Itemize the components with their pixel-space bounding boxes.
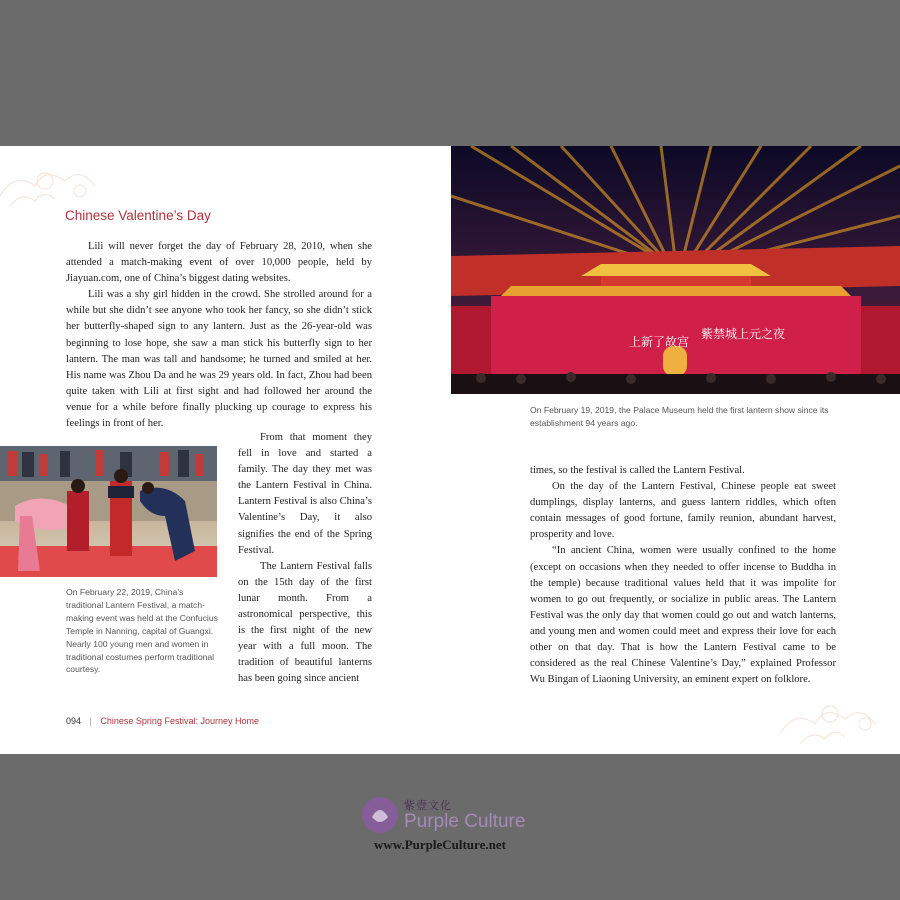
body-paragraph: times, so the festival is called the Lantern Festival. (530, 465, 745, 476)
palace-lantern-illustration (451, 146, 900, 394)
body-paragraph: “In ancient China, women were usually confined to the home (except on occasions when they needed to offer incense to Buddha in the temple) because traditional values held that it was impolite for women to go out frequently, or socialize in public areas. The Lantern Festival was the only day that women could go out and watch lanterns, and young men and women could meet and express their love for each other on that day. That is how the Lantern Festival came to be considered as the real Chinese Valentine’s Day,” explained Professor Wu Bingan of Liaoning University, an eminent expert on folklore. (530, 545, 836, 686)
body-column-narrow (238, 430, 372, 688)
body-column-left (66, 239, 372, 432)
watermark-brand: Purple Culture (404, 811, 526, 832)
body-paragraph: The Lantern Festival falls on the 15th day of the first lunar month. From a astronomical perspective, this is the first night of the new year with a full moon. The tradition of beautiful lanterns has been going since ancient (238, 560, 372, 685)
matchmaking-event-photo (0, 446, 217, 577)
page-number: 094 (66, 716, 82, 726)
body-column-right (530, 463, 836, 688)
page-footer (66, 716, 259, 726)
body-paragraph: Lili was a shy girl hidden in the crowd. She strolled around for a while but she didn’t see anyone who took her fancy, so she didn’t stick her butterfly-shaped sign to any lantern. Just as the 26-year-old was beginning to lose hope, she saw a man stick his butterfly sign to her lantern. The man was tall and handsome; he turned and smiled at her. His name was Zhou Da and he was 29 years old. In fact, Zhou had been quite taken with Lili at first sight and had followed her around the venue for a while before finally plucking up courage to express his feelings in front of her. (66, 289, 372, 430)
purple-culture-logo-icon (360, 795, 400, 837)
section-heading: Chinese Valentine’s Day (65, 208, 211, 223)
watermark (360, 795, 550, 865)
photo-caption-left: On February 22, 2019, China’s traditional Lantern Festival, a match-making event was held at the Confucius Temple in Nanning, capital of Guangxi. Nearly 100 young men and women in traditional costumes perform traditional courtesy. (66, 587, 218, 675)
photo-caption-right: On February 19, 2019, the Palace Museum held the first lantern show since its establishment 94 years ago. (530, 405, 829, 428)
palace-museum-lantern-photo (451, 146, 900, 394)
book-spread (0, 146, 900, 754)
book-title: Chinese Spring Festival: Journey Home (100, 716, 259, 726)
body-paragraph: Lili will never forget the day of February 28, 2010, when she attended a match-making event of over 10,000 people, held by Jiayuan.com, one of China’s biggest dating websites. (66, 241, 372, 285)
body-paragraph: From that moment they fell in love and started a family. The day they met was the Lantern Festival in China. Lantern Festival is also China’s Valentine’s Day, it also signifies the end of the Spring Festival. (238, 432, 372, 556)
palace-sign-right: 紫禁城上元之夜 (701, 327, 786, 341)
body-paragraph: On the day of the Lantern Festival, Chinese people eat sweet dumplings, display lanterns, and guess lantern riddles, which often contain messages of good fortune, family reunion, abundant harvest, prosperity and love. (530, 481, 836, 541)
matchmaking-event-illustration (0, 446, 217, 577)
watermark-url: www.PurpleCulture.net (374, 837, 506, 852)
palace-sign-left: 上新了故宫 (629, 335, 690, 349)
footer-separator: | (89, 716, 92, 726)
watermark-chinese: 紫壹文化 (404, 800, 452, 812)
